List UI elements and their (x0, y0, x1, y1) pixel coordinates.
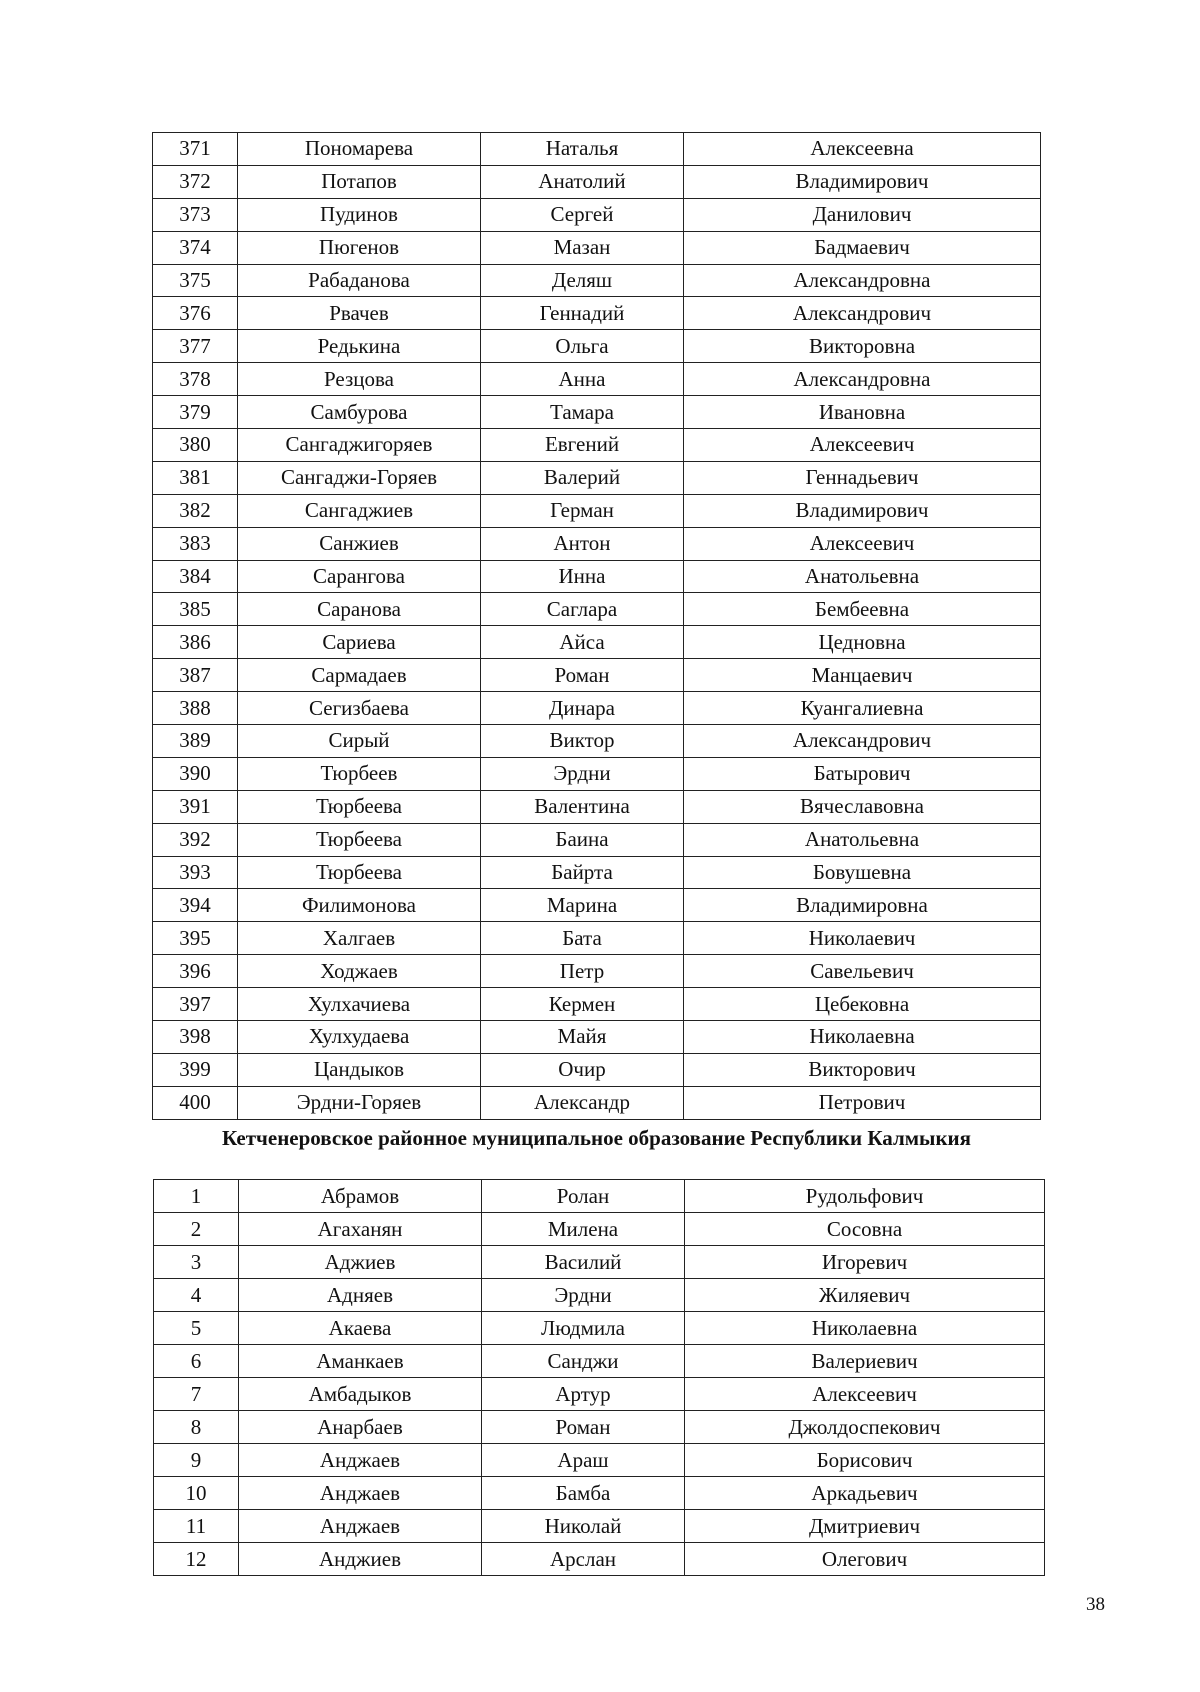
surname-cell: Сарангова (238, 560, 481, 593)
row-number: 385 (153, 593, 238, 626)
surname-cell: Анарбаев (239, 1411, 482, 1444)
surname-cell: Тюрбеева (238, 823, 481, 856)
table-row (153, 461, 1041, 494)
surname-cell: Резцова (238, 363, 481, 396)
patronymic-cell: Батырович (684, 757, 1041, 790)
first-name-cell: Наталья (481, 133, 684, 166)
patronymic-cell: Куангалиевна (684, 692, 1041, 725)
table-row (153, 757, 1041, 790)
first-name-cell: Геннадий (481, 297, 684, 330)
row-number: 392 (153, 823, 238, 856)
first-name-cell: Валерий (481, 461, 684, 494)
first-name-cell: Александр (481, 1086, 684, 1119)
surname-cell: Цандыков (238, 1053, 481, 1086)
surname-cell: Халгаев (238, 922, 481, 955)
row-number: 381 (153, 461, 238, 494)
table-row (154, 1213, 1045, 1246)
row-number: 386 (153, 626, 238, 659)
first-name-cell: Валентина (481, 790, 684, 823)
section-heading: Кетченеровское районное муниципальное образование Республики Калмыкия (221, 1126, 972, 1150)
table-row (153, 659, 1041, 692)
table-row (153, 889, 1041, 922)
row-number: 399 (153, 1053, 238, 1086)
first-name-cell: Анна (481, 363, 684, 396)
first-name-cell: Баина (481, 823, 684, 856)
surname-cell: Адняев (239, 1279, 482, 1312)
row-number: 372 (153, 165, 238, 198)
table-row (154, 1378, 1045, 1411)
table-row (154, 1477, 1045, 1510)
first-name-cell: Ольга (481, 330, 684, 363)
row-number: 383 (153, 527, 238, 560)
row-number: 396 (153, 955, 238, 988)
row-number: 3 (154, 1246, 239, 1279)
table-row (154, 1510, 1045, 1543)
table-row (153, 790, 1041, 823)
patronymic-cell: Бадмаевич (684, 231, 1041, 264)
patronymic-cell: Викторович (684, 1053, 1041, 1086)
table-row (153, 429, 1041, 462)
first-name-cell: Очир (481, 1053, 684, 1086)
patronymic-cell: Олегович (685, 1543, 1045, 1576)
patronymic-cell: Цебековна (684, 988, 1041, 1021)
table-row (153, 330, 1041, 363)
patronymic-cell: Анатольевна (684, 823, 1041, 856)
patronymic-cell: Борисович (685, 1444, 1045, 1477)
patronymic-cell: Игоревич (685, 1246, 1045, 1279)
surname-cell: Сариева (238, 626, 481, 659)
table-row (154, 1345, 1045, 1378)
first-name-cell: Кермен (481, 988, 684, 1021)
surname-cell: Анджаев (239, 1477, 482, 1510)
first-name-cell: Роман (482, 1411, 685, 1444)
table-row (153, 396, 1041, 429)
table-row (153, 165, 1041, 198)
first-name-cell: Виктор (481, 725, 684, 758)
row-number: 398 (153, 1021, 238, 1054)
surname-cell: Агаханян (239, 1213, 482, 1246)
first-name-cell: Антон (481, 527, 684, 560)
patronymic-cell: Савельевич (684, 955, 1041, 988)
first-name-cell: Деляш (481, 264, 684, 297)
row-number: 382 (153, 494, 238, 527)
surname-cell: Сирый (238, 725, 481, 758)
row-number: 400 (153, 1086, 238, 1119)
patronymic-cell: Сосовна (685, 1213, 1045, 1246)
patronymic-cell: Жиляевич (685, 1279, 1045, 1312)
patronymic-cell: Цедновна (684, 626, 1041, 659)
patronymic-cell: Николаевна (685, 1312, 1045, 1345)
table-row (153, 692, 1041, 725)
surname-cell: Саранова (238, 593, 481, 626)
table-row (153, 264, 1041, 297)
row-number: 387 (153, 659, 238, 692)
table-row (153, 297, 1041, 330)
patronymic-cell: Александровна (684, 264, 1041, 297)
row-number: 6 (154, 1345, 239, 1378)
table-row (153, 856, 1041, 889)
surname-cell: Пудинов (238, 198, 481, 231)
row-number: 8 (154, 1411, 239, 1444)
table-row (154, 1180, 1045, 1213)
first-name-cell: Санджи (482, 1345, 685, 1378)
first-name-cell: Николай (482, 1510, 685, 1543)
row-number: 377 (153, 330, 238, 363)
surname-cell: Тюрбеева (238, 790, 481, 823)
row-number: 379 (153, 396, 238, 429)
patronymic-cell: Александрович (684, 725, 1041, 758)
surname-cell: Филимонова (238, 889, 481, 922)
table-row (154, 1279, 1045, 1312)
surname-cell: Тюрбеев (238, 757, 481, 790)
row-number: 7 (154, 1378, 239, 1411)
surname-cell: Хулхудаева (238, 1021, 481, 1054)
row-number: 388 (153, 692, 238, 725)
first-name-cell: Бата (481, 922, 684, 955)
first-name-cell: Байрта (481, 856, 684, 889)
surname-table-continued (152, 132, 1041, 1120)
patronymic-cell: Алексеевич (685, 1378, 1045, 1411)
table-row (153, 725, 1041, 758)
table-row (153, 198, 1041, 231)
table-row (154, 1543, 1045, 1576)
kechenerovsky-table (153, 1179, 1045, 1576)
patronymic-cell: Данилович (684, 198, 1041, 231)
page-number: 38 (1086, 1594, 1105, 1615)
surname-cell: Сармадаев (238, 659, 481, 692)
first-name-cell: Петр (481, 955, 684, 988)
surname-cell: Хулхачиева (238, 988, 481, 1021)
patronymic-cell: Геннадьевич (684, 461, 1041, 494)
first-name-cell: Роман (481, 659, 684, 692)
patronymic-cell: Алексеевич (684, 429, 1041, 462)
patronymic-cell: Владимировна (684, 889, 1041, 922)
patronymic-cell: Владимирович (684, 494, 1041, 527)
first-name-cell: Араш (482, 1444, 685, 1477)
patronymic-cell: Александрович (684, 297, 1041, 330)
surname-cell: Сангаджигоряев (238, 429, 481, 462)
patronymic-cell: Николаевич (684, 922, 1041, 955)
row-number: 375 (153, 264, 238, 297)
row-number: 1 (154, 1180, 239, 1213)
surname-cell: Пономарева (238, 133, 481, 166)
row-number: 393 (153, 856, 238, 889)
surname-cell: Анджаев (239, 1510, 482, 1543)
surname-cell: Потапов (238, 165, 481, 198)
surname-cell: Рвачев (238, 297, 481, 330)
table-row (153, 593, 1041, 626)
patronymic-cell: Викторовна (684, 330, 1041, 363)
table-row (153, 955, 1041, 988)
first-name-cell: Артур (482, 1378, 685, 1411)
patronymic-cell: Александровна (684, 363, 1041, 396)
patronymic-cell: Бовушевна (684, 856, 1041, 889)
row-number: 395 (153, 922, 238, 955)
row-number: 371 (153, 133, 238, 166)
row-number: 9 (154, 1444, 239, 1477)
row-number: 390 (153, 757, 238, 790)
patronymic-cell: Бембеевна (684, 593, 1041, 626)
first-name-cell: Евгений (481, 429, 684, 462)
first-name-cell: Сергей (481, 198, 684, 231)
table-row (153, 494, 1041, 527)
table-row (153, 1053, 1041, 1086)
patronymic-cell: Петрович (684, 1086, 1041, 1119)
patronymic-cell: Алексеевич (684, 527, 1041, 560)
first-name-cell: Арслан (482, 1543, 685, 1576)
surname-cell: Сангаджиев (238, 494, 481, 527)
row-number: 5 (154, 1312, 239, 1345)
row-number: 384 (153, 560, 238, 593)
patronymic-cell: Алексеевна (684, 133, 1041, 166)
table-row (153, 1086, 1041, 1119)
first-name-cell: Ролан (482, 1180, 685, 1213)
first-name-cell: Анатолий (481, 165, 684, 198)
row-number: 2 (154, 1213, 239, 1246)
first-name-cell: Майя (481, 1021, 684, 1054)
table-row (153, 527, 1041, 560)
surname-cell: Сегизбаева (238, 692, 481, 725)
first-name-cell: Людмила (482, 1312, 685, 1345)
patronymic-cell: Аркадьевич (685, 1477, 1045, 1510)
table-row (153, 823, 1041, 856)
surname-cell: Ходжаев (238, 955, 481, 988)
first-name-cell: Герман (481, 494, 684, 527)
surname-cell: Анджаев (239, 1444, 482, 1477)
patronymic-cell: Анатольевна (684, 560, 1041, 593)
surname-cell: Аманкаев (239, 1345, 482, 1378)
row-number: 373 (153, 198, 238, 231)
first-name-cell: Марина (481, 889, 684, 922)
surname-cell: Сангаджи-Горяев (238, 461, 481, 494)
table-row (153, 231, 1041, 264)
first-name-cell: Василий (482, 1246, 685, 1279)
patronymic-cell: Дмитриевич (685, 1510, 1045, 1543)
first-name-cell: Саглара (481, 593, 684, 626)
row-number: 376 (153, 297, 238, 330)
first-name-cell: Бамба (482, 1477, 685, 1510)
row-number: 394 (153, 889, 238, 922)
first-name-cell: Эрдни (482, 1279, 685, 1312)
row-number: 389 (153, 725, 238, 758)
table-row (153, 922, 1041, 955)
row-number: 380 (153, 429, 238, 462)
surname-cell: Самбурова (238, 396, 481, 429)
row-number: 10 (154, 1477, 239, 1510)
patronymic-cell: Владимирович (684, 165, 1041, 198)
patronymic-cell: Рудольфович (685, 1180, 1045, 1213)
surname-cell: Эрдни-Горяев (238, 1086, 481, 1119)
table-row (154, 1444, 1045, 1477)
table-row (154, 1411, 1045, 1444)
first-name-cell: Инна (481, 560, 684, 593)
surname-cell: Аджиев (239, 1246, 482, 1279)
row-number: 378 (153, 363, 238, 396)
table-row (153, 133, 1041, 166)
patronymic-cell: Валериевич (685, 1345, 1045, 1378)
row-number: 397 (153, 988, 238, 1021)
table-row (153, 363, 1041, 396)
surname-cell: Пюгенов (238, 231, 481, 264)
table-row (154, 1246, 1045, 1279)
row-number: 391 (153, 790, 238, 823)
surname-cell: Санжиев (238, 527, 481, 560)
surname-cell: Акаева (239, 1312, 482, 1345)
surname-cell: Тюрбеева (238, 856, 481, 889)
row-number: 4 (154, 1279, 239, 1312)
row-number: 374 (153, 231, 238, 264)
table-row (153, 626, 1041, 659)
surname-cell: Абрамов (239, 1180, 482, 1213)
row-number: 11 (154, 1510, 239, 1543)
patronymic-cell: Николаевна (684, 1021, 1041, 1054)
surname-cell: Амбадыков (239, 1378, 482, 1411)
first-name-cell: Мазан (481, 231, 684, 264)
table-row (153, 988, 1041, 1021)
first-name-cell: Айса (481, 626, 684, 659)
first-name-cell: Милена (482, 1213, 685, 1246)
surname-cell: Анджиев (239, 1543, 482, 1576)
patronymic-cell: Джолдоспекович (685, 1411, 1045, 1444)
patronymic-cell: Ивановна (684, 396, 1041, 429)
table-row (153, 1021, 1041, 1054)
first-name-cell: Динара (481, 692, 684, 725)
surname-cell: Рабаданова (238, 264, 481, 297)
surname-cell: Редькина (238, 330, 481, 363)
first-name-cell: Тамара (481, 396, 684, 429)
patronymic-cell: Манцаевич (684, 659, 1041, 692)
patronymic-cell: Вячеславовна (684, 790, 1041, 823)
table-row (154, 1312, 1045, 1345)
first-name-cell: Эрдни (481, 757, 684, 790)
table-row (153, 560, 1041, 593)
row-number: 12 (154, 1543, 239, 1576)
